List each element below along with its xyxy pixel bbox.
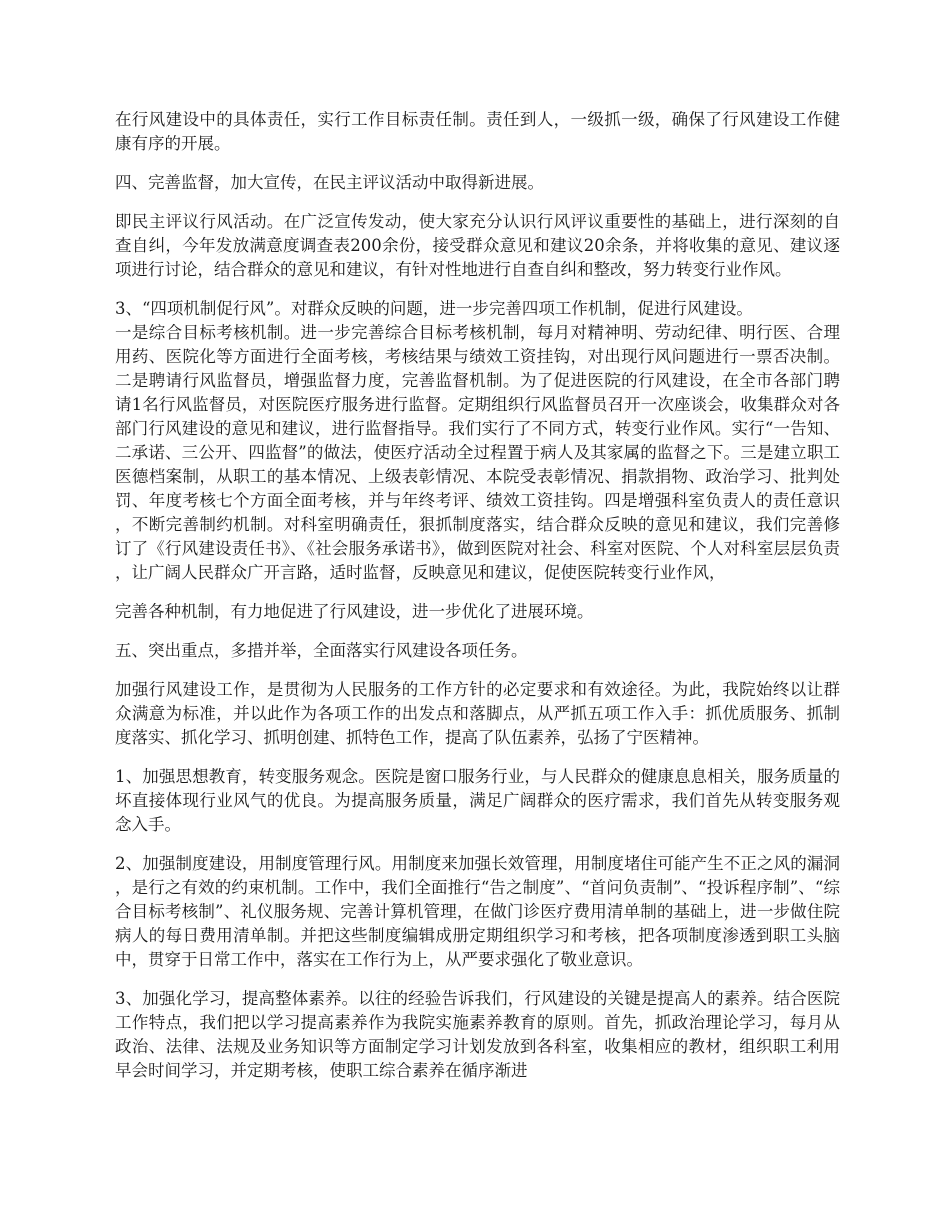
paragraph-mechanism-summary: 完善各种机制，有力地促进了行风建设，进一步优化了进展环境。 [115, 602, 594, 621]
document-page [115, 108, 840, 1098]
paragraph-ideology-education: 1、加强思想教育，转变服务观念。医院是窗口服务行业，与人民群众的健康息息相关，服务质量的坏直接体现行业风气的优良。为提高服务质量，满足广阔群众的医疗需求，我们首先从转变服务观念入手。 [115, 767, 840, 834]
heading-section-four: 四、完善监督，加大宣传，在民主评议活动中取得新进展。 [115, 173, 544, 192]
paragraph-responsibility: 在行风建设中的具体责任，实行工作目标责任制。责任到人，一级抓一级，确保了行风建设工作健康有序的开展。 [115, 110, 840, 153]
paragraph-five-tasks: 加强行风建设工作，是贯彻为人民服务的工作方针的必定要求和有效途径。为此，我院始终以让群众满意为标准，并以此作为各项工作的出发点和落脚点，从严抓五项工作入手：抓优质服务、抓制度落实、抓化学习、抓明创建、抓特色工作，提高了队伍素养，弘扬了宁医精神。 [115, 680, 840, 747]
paragraph-four-mechanisms: 3、“四项机制促行风”。对群众反映的问题，进一步完善四项工作机制，促进行风建设。 [115, 299, 753, 318]
paragraph-democratic-review: 即民主评议行风活动。在广泛宣传发动，使大家充分认识行风评议重要性的基础上，进行深刻的自查自纠，今年发放满意度调查表200余份，接受群众意见和建议20余条，并将收集的意见、建议逐项进行讨论，结合群众的意见和建议，有针对性地进行自查自纠和整改，努力转变行业作风。 [115, 212, 840, 279]
paragraph-system-building: 2、加强制度建设，用制度管理行风。用制度来加强长效管理，用制度堵住可能产生不正之风的漏洞，是行之有效的约束机制。工作中，我们全面推行“告之制度”、“首问负责制”、“投诉程序制”、“综合目标考核制”、礼仪服务规、完善计算机管理，在做门诊医疗费用清单制的基础上，进一步做住院病人的每日费用清单制。并把这些制度编辑成册定期组织学习和考核，把各项制度渗透到职工头脑中，贯穿于日常工作中，落实在工作行为上，从严要求强化了敬业意识。 [115, 854, 840, 969]
paragraph-study-quality: 3、加强化学习，提高整体素养。以往的经验告诉我们，行风建设的关键是提高人的素养。结合医院工作特点，我们把以学习提高素养作为我院实施素养教育的原则。首先，抓政治理论学习，每月从政治、法律、法规及业务知识等方面制定学习计划发放到各科室，收集相应的教材，组织职工利用早会时间学习，并定期考核，使职工综合素养在循序渐进 [115, 989, 840, 1080]
paragraph-mechanism-details: 一是综合目标考核机制。进一步完善综合目标考核机制，每月对精神明、劳动纪律、明行医、合理用药、医院化等方面进行全面考核，考核结果与绩效工资挂钩，对出现行风问题进行一票否决制。二是聘请行风监督员，增强监督力度，完善监督机制。为了促进医院的行风建设，在全市各部门聘请1名行风监督员，对医院医疗服务进行监督。定期组织行风监督员召开一次座谈会，收集群众对各部门行风建设的意见和建议，进行监督指导。我们实行了不同方式，转变行业作风。实行“一告知、二承诺、三公开、四监督”的做法，使医疗活动全过程置于病人及其家属的监督之下。三是建立职工医德档案制，从职工的基本情况、上级表彰情况、本院受表彰情况、捐款捐物、政治学习、批判处罚、年度考核七个方面全面考核，并与年终考评、绩效工资挂钩。四是增强科室负责人的责任意识，不断完善制约机制。对科室明确责任，狠抓制度落实，结合群众反映的意见和建议，我们完善修订了《行风建设责任书》、《社会服务承诺书》，做到医院对社会、科室对医院、个人对科室层层负责，让广阔人民群众广开言路，适时监督，反映意见和建议，促使医院转变行业作风， [115, 323, 840, 582]
heading-section-five: 五、突出重点，多措并举，全面落实行风建设各项任务。 [115, 641, 528, 660]
